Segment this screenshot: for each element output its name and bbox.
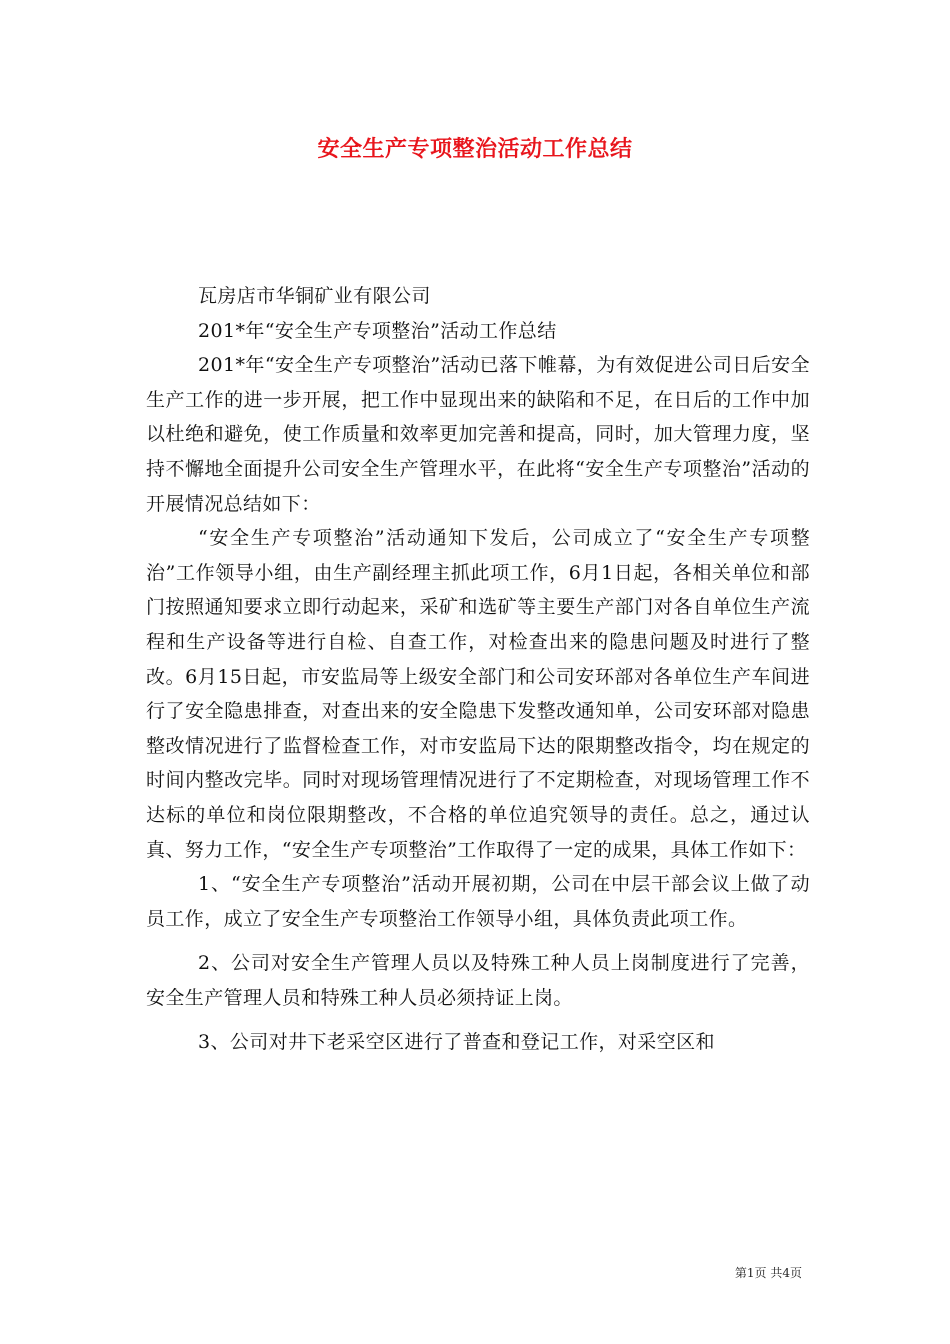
paragraph-intro: 201*年“安全生产专项整治”活动已落下帷幕，为有效促进公司日后安全生产工作的进一步开展，把工作中显现出来的缺陷和不足，在日后的工作中加以杜绝和避免，使工作质量和效率更加完善和提高，同时，加大管理力度，坚持不懈地全面提升公司安全生产管理水平，在此将“安全生产专项整治”活动的开展情况总结如下： [146, 354, 810, 515]
page-number: 第1页 共4页 [734, 1266, 802, 1280]
paragraph-item-1: 1、“安全生产专项整治”活动开展初期，公司在中层干部会议上做了动员工作，成立了安全生产专项整治工作领导小组，具体负责此项工作。 [146, 873, 810, 930]
paragraph-item-3: 3、公司对井下老采空区进行了普查和登记工作，对采空区和 [198, 1031, 715, 1054]
paragraph-subtitle: 201*年“安全生产专项整治”活动工作总结 [198, 319, 557, 342]
paragraph-overview: “安全生产专项整治”活动通知下发后，公司成立了“安全生产专项整治”工作领导小组，由生产副经理主抓此项工作，6月1日起，各相关单位和部门按照通知要求立即行动起来，采矿和选矿等主要生产部门对各自单位生产流程和生产设备等进行自检、自查工作，对检查出来的隐患问题及时进行了整改。6月15日起，市安监局等上级安全部门和公司安环部对各单位生产车间进行了安全隐患排查，对查出来的安全隐患下发整改通知单，公司安环部对隐患整改情况进行了监督检查工作，对市安监局下达的限期整改指令，均在规定的时间内整改完毕。同时对现场管理情况进行了不定期检查，对现场管理工作不达标的单位和岗位限期整改，不合格的单位追究领导的责任。总之，通过认真、努力工作，“安全生产专项整治”工作取得了一定的成果，具体工作如下： [146, 527, 810, 861]
document-body [146, 279, 810, 1060]
paragraph-company-name: 瓦房店市华铜矿业有限公司 [198, 285, 431, 307]
paragraph-item-2: 2、公司对安全生产管理人员以及特殊工种人员上岗制度进行了完善，安全生产管理人员和特殊工种人员必须持证上岗。 [146, 952, 810, 1009]
document-title: 安全生产专项整治活动工作总结 [317, 137, 633, 162]
